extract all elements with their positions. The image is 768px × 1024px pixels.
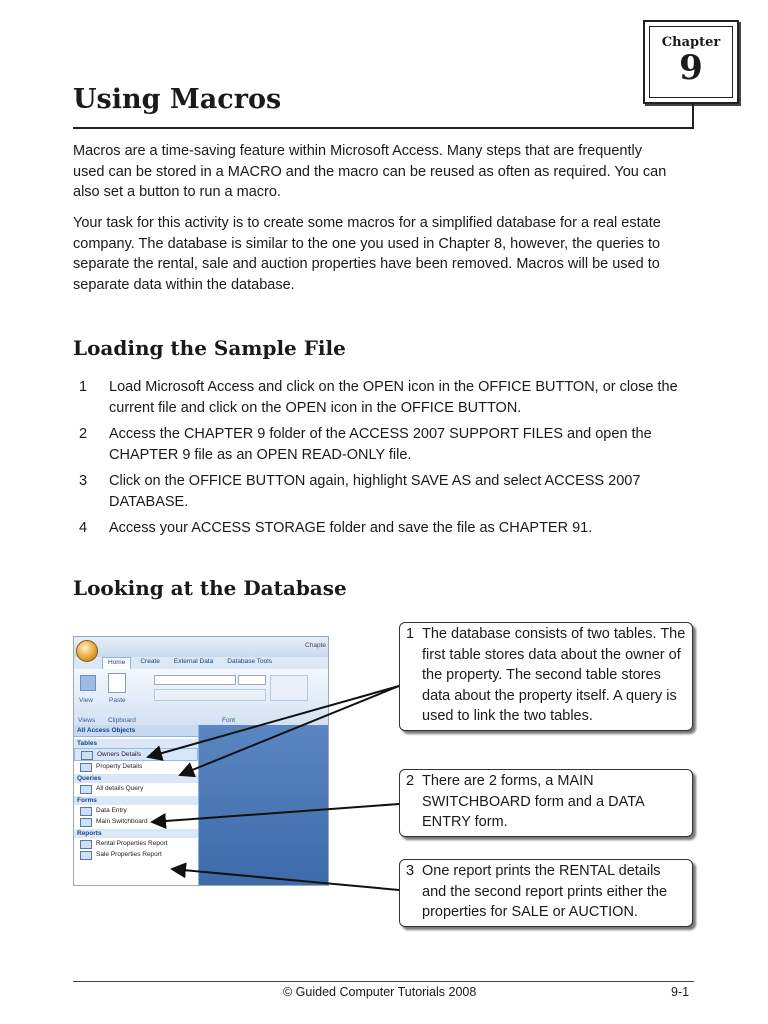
tab-home: Home xyxy=(102,657,131,669)
font-group-label: Font xyxy=(222,717,236,724)
nav-item-all-details-query: All details Query xyxy=(74,783,198,794)
page-number: 9-1 xyxy=(671,985,690,999)
section-heading-loading: Loading the Sample File xyxy=(73,336,346,360)
nav-group-reports: Reports xyxy=(74,829,198,838)
views-group-label: Views xyxy=(78,717,96,724)
view-label: View xyxy=(79,697,93,704)
chapter-number: 9 xyxy=(679,48,703,88)
callout-number: 2 xyxy=(406,773,415,789)
footer-copyright: © Guided Computer Tutorials 2008 xyxy=(283,985,477,999)
tab-database-tools: Database Tools xyxy=(227,658,272,665)
step-number: 3 xyxy=(79,473,88,489)
nav-item-owners-details: Owners Details xyxy=(74,748,198,761)
step-text: Click on the OFFICE BUTTON again, highlight SAVE AS and select ACCESS 2007 DATABASE. xyxy=(109,473,641,510)
tab-external-data: External Data xyxy=(173,658,214,665)
window-title: Chapte xyxy=(305,642,326,649)
arrow-to-forms xyxy=(152,804,399,822)
nav-item-property-details: Property Details xyxy=(74,761,198,772)
nav-item-sale-report: Sale Properties Report xyxy=(74,849,198,860)
clipboard-group-label: Clipboard xyxy=(108,717,136,724)
arrow-to-reports xyxy=(172,869,399,890)
step-text: Access your ACCESS STORAGE folder and save the file as CHAPTER 91. xyxy=(109,520,593,536)
callout-text: The database consists of two tables. The first table stores data about the owner of the property. The second table stores data about the property itself. A query is used to link the two tables. xyxy=(422,626,686,724)
nav-group-queries: Queries xyxy=(74,774,198,783)
step-number: 2 xyxy=(79,426,88,442)
arrow-to-tables xyxy=(148,686,399,757)
callout-text: There are 2 forms, a MAIN SWITCHBOARD form and a DATA ENTRY form. xyxy=(422,773,644,830)
paste-label: Paste xyxy=(109,697,126,704)
page-title: Using Macros xyxy=(73,84,282,115)
footer-rule xyxy=(73,981,694,982)
step-text: Load Microsoft Access and click on the OPEN icon in the OFFICE BUTTON, or close the current file and click on the OPEN icon in the OFFICE BUTTON. xyxy=(109,379,678,416)
callout-text: One report prints the RENTAL details and the second report prints either the properties for SALE or AUCTION. xyxy=(422,863,668,920)
step-number: 1 xyxy=(79,379,88,395)
callout-number: 3 xyxy=(406,863,415,879)
nav-item-rental-report: Rental Properties Report xyxy=(74,838,198,849)
nav-item-main-switchboard: Main Switchboard xyxy=(74,816,198,827)
step-number: 4 xyxy=(79,520,88,536)
arrow-to-properties xyxy=(180,686,399,775)
chapter-label: Chapter xyxy=(661,35,721,50)
nav-item-data-entry: Data Entry xyxy=(74,805,198,816)
step-text: Access the CHAPTER 9 folder of the ACCESS 2007 SUPPORT FILES and open the CHAPTER 9 file as an OPEN READ-ONLY file. xyxy=(109,426,652,463)
nav-group-tables: Tables xyxy=(74,739,198,748)
nav-group-forms: Forms xyxy=(74,796,198,805)
intro-paragraph-2: Your task for this activity is to create some macros for a simplified database for a real estate company. The database is similar to the one you used in Chapter 8, however, the queries to separate the rental, sale and auction properties have been removed. Macros will be used to separate data within the database. xyxy=(73,215,661,293)
section-heading-database: Looking at the Database xyxy=(73,576,347,600)
nav-header: All Access Objects xyxy=(74,725,198,737)
intro-paragraph-1: Macros are a time-saving feature within Microsoft Access. Many steps that are frequently used can be stored in a MACRO and the macro can be reused as often as required. You can also set a button to run a macro. xyxy=(73,143,667,200)
tab-create: Create xyxy=(140,658,160,665)
callout-number: 1 xyxy=(406,626,415,642)
